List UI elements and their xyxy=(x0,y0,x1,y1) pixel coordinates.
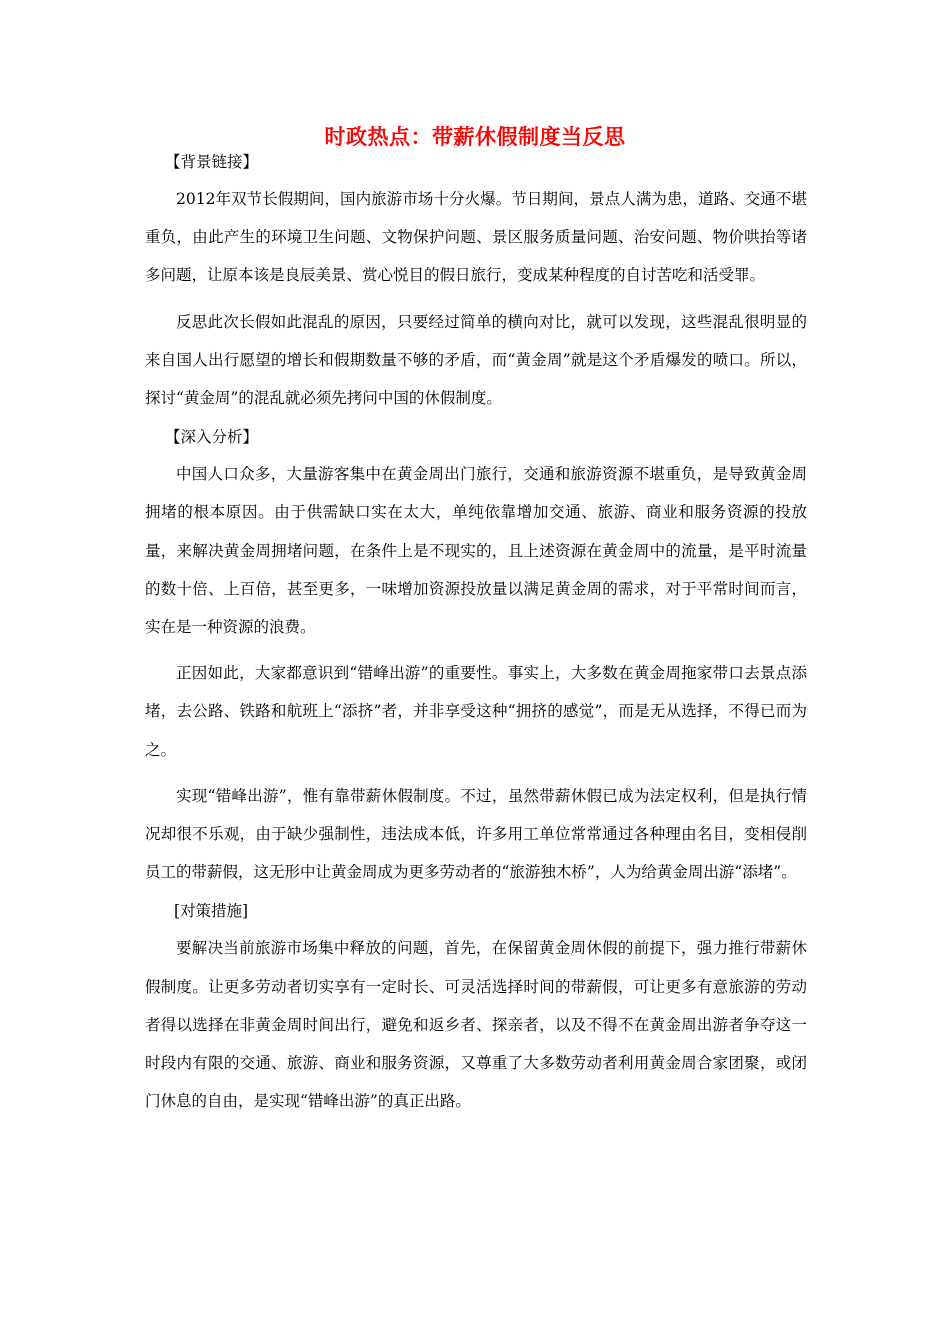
paragraph: 正因如此，大家都意识到“错峰出游”的重要性。事实上，大多数在黄金周拖家带口去景点添堵，去公路、铁路和航班上“添挤”者，并非享受这种“拥挤的感觉”，而是无从选择，不得已而为之。 xyxy=(145,664,807,759)
paragraph: 2012年双节长假期间，国内旅游市场十分火爆。节日期间，景点人满为患，道路、交通不堪重负，由此产生的环境卫生问题、文物保护问题、景区服务质量问题、治安问题、物价哄抬等诸多问题，让原本该是良辰美景、赏心悦目的假日旅行，变成某种程度的自讨苦吃和活受罪。 xyxy=(145,190,807,285)
paragraph: 要解决当前旅游市场集中释放的问题，首先，在保留黄金周休假的前提下，强力推行带薪休假制度。让更多劳动者切实享有一定时长、可灵活选择时间的带薪假，可让更多有意旅游的劳动者得以选择在非黄金周时间出行，避免和返乡者、探亲者，以及不得不在黄金周出游者争夺这一时段内有限的交通、旅游、商业和服务资源，又尊重了大多数劳动者利用黄金周合家团聚，或闭门休息的自由，是实现“错峰出游”的真正出路。 xyxy=(145,939,807,1111)
section-heading-analysis: 【深入分析】 xyxy=(165,428,259,447)
paragraph: 中国人口众多，大量游客集中在黄金周出门旅行，交通和旅游资源不堪重负，是导致黄金周拥堵的根本原因。由于供需缺口实在太大，单纯依靠增加交通、旅游、商业和服务资源的投放量，来解决黄金周拥堵问题，在条件上是不现实的，且上述资源在黄金周中的流量，是平时流量的数十倍、上百倍，甚至更多，一味增加资源投放量以满足黄金周的需求，对于平常时间而言，实在是一种资源的浪费。 xyxy=(145,465,807,637)
document-title: 时政热点：带薪休假制度当反思 xyxy=(324,125,626,149)
paragraph: 实现“错峰出游”，惟有靠带薪休假制度。不过，虽然带薪休假已成为法定权利，但是执行情况却很不乐观，由于缺少强制性，违法成本低，许多用工单位常常通过各种理由名目，变相侵削员工的带薪假，这无形中让黄金周成为更多劳动者的“旅游独木桥”，人为给黄金周出游“添堵”。 xyxy=(145,786,807,882)
document-body xyxy=(145,150,807,1120)
section-heading-measures: [对策措施] xyxy=(174,902,249,921)
paragraph: 反思此次长假如此混乱的原因，只要经过简单的横向对比，就可以发现，这些混乱很明显的来自国人出行愿望的增长和假期数量不够的矛盾，而“黄金周”就是这个矛盾爆发的喷口。所以，探讨“黄金周”的混乱就必须先拷问中国的休假制度。 xyxy=(145,312,807,408)
section-heading-background: 【背景链接】 xyxy=(165,153,259,171)
